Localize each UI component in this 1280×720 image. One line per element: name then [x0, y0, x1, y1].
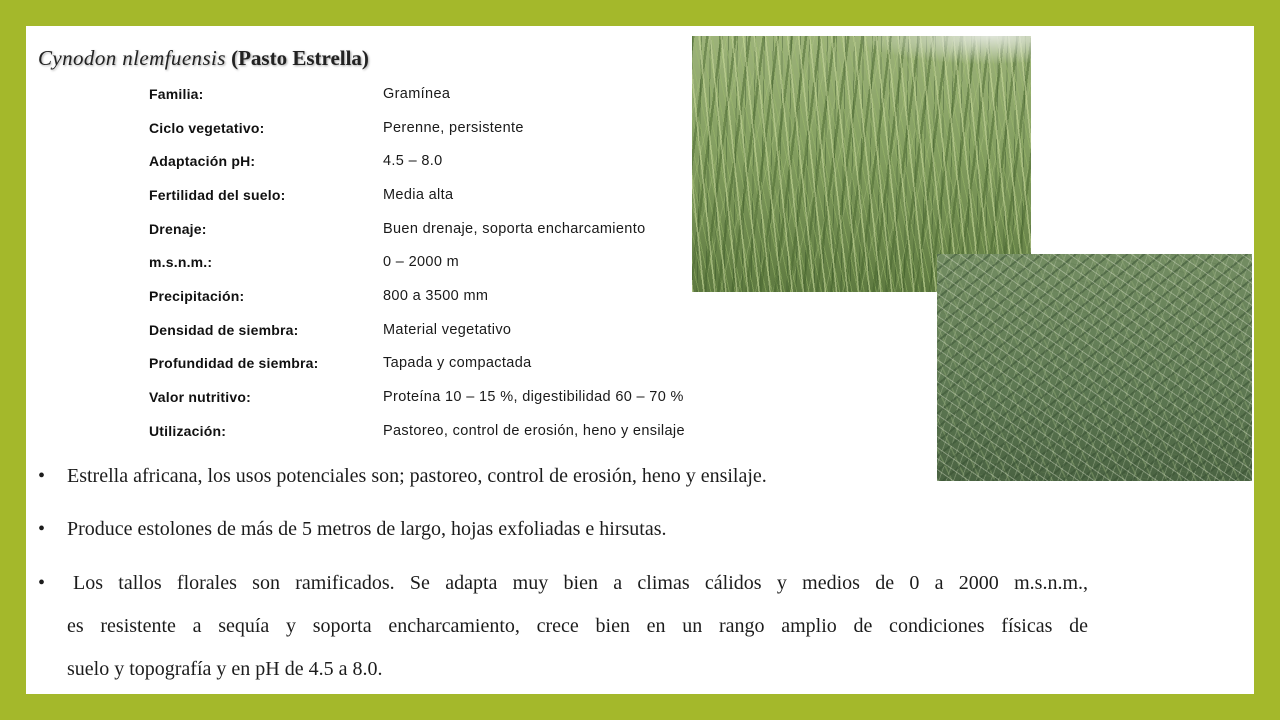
- spec-row-valor-nutritivo: [149, 380, 749, 414]
- spec-label: Drenaje:: [149, 220, 207, 237]
- spec-row-precipitacion: [149, 279, 749, 313]
- bullet-text-line: suelo y topografía y en pH de 4.5 a 8.0.: [67, 658, 383, 680]
- spec-value: Pastoreo, control de erosión, heno y ensilaje: [383, 422, 685, 439]
- spec-row-adaptacion-ph: [149, 144, 749, 178]
- spec-value: Gramínea: [383, 85, 451, 102]
- spec-label: Profundidad de siembra:: [149, 355, 319, 372]
- spec-value: Buen drenaje, soporta encharcamiento: [383, 220, 646, 237]
- bullet-marker: •: [38, 572, 46, 594]
- bullet-text: Estrella africana, los usos potenciales son; pastoreo, control de erosión, heno y ensilaje.: [67, 465, 767, 487]
- spec-value: 4.5 – 8.0: [383, 153, 443, 170]
- spec-label: Adaptación pH:: [149, 153, 256, 170]
- bullet-list: [38, 455, 1088, 691]
- spec-row-drenaje: [149, 212, 749, 246]
- slide-title: [38, 44, 369, 72]
- bullet-text-line: es resistente a sequía y soporta encharcamiento, crece bien en un rango amplio de condiciones físicas de: [67, 615, 1088, 637]
- species-name: Cynodon nlemfuensis: [38, 46, 226, 70]
- bullet-item: [38, 508, 1088, 551]
- spec-label: Familia:: [149, 85, 204, 102]
- spec-label: Utilización:: [149, 422, 227, 439]
- spec-row-ciclo-vegetativo: [149, 111, 749, 145]
- spec-row-utilizacion: [149, 414, 749, 448]
- spec-value: Proteína 10 – 15 %, digestibilidad 60 – 70 %: [383, 389, 684, 406]
- grass-field-photo: [937, 254, 1252, 481]
- bullet-item: [38, 455, 1088, 498]
- spec-value: Material vegetativo: [383, 321, 512, 338]
- specs-table: [149, 77, 749, 448]
- spec-value: Media alta: [383, 186, 454, 203]
- spec-label: m.s.n.m.:: [149, 254, 213, 271]
- bullet-marker: •: [38, 518, 46, 540]
- spec-value: 0 – 2000 m: [383, 254, 460, 271]
- spec-label: Densidad de siembra:: [149, 321, 299, 338]
- spec-row-densidad-siembra: [149, 313, 749, 347]
- spec-label: Valor nutritivo:: [149, 389, 251, 406]
- common-name: (Pasto Estrella): [231, 46, 369, 70]
- spec-label: Fertilidad del suelo:: [149, 186, 286, 203]
- spec-value: Tapada y compactada: [383, 355, 532, 372]
- bullet-item: [38, 562, 1088, 691]
- spec-row-profundidad-siembra: [149, 347, 749, 381]
- bullet-marker: •: [38, 465, 46, 487]
- bullet-text-line: Los tallos florales son ramificados. Se adapta muy bien a climas cálidos y medios de 0 a 2000 m.s.n.m.,: [73, 572, 1088, 594]
- spec-label: Precipitación:: [149, 287, 245, 304]
- bullet-text: Produce estolones de más de 5 metros de largo, hojas exfoliadas e hirsutas.: [67, 518, 667, 540]
- spec-row-familia: [149, 77, 749, 111]
- spec-row-msnm: [149, 245, 749, 279]
- spec-value: 800 a 3500 mm: [383, 287, 489, 304]
- spec-label: Ciclo vegetativo:: [149, 119, 265, 136]
- spec-value: Perenne, persistente: [383, 119, 524, 136]
- spec-row-fertilidad-suelo: [149, 178, 749, 212]
